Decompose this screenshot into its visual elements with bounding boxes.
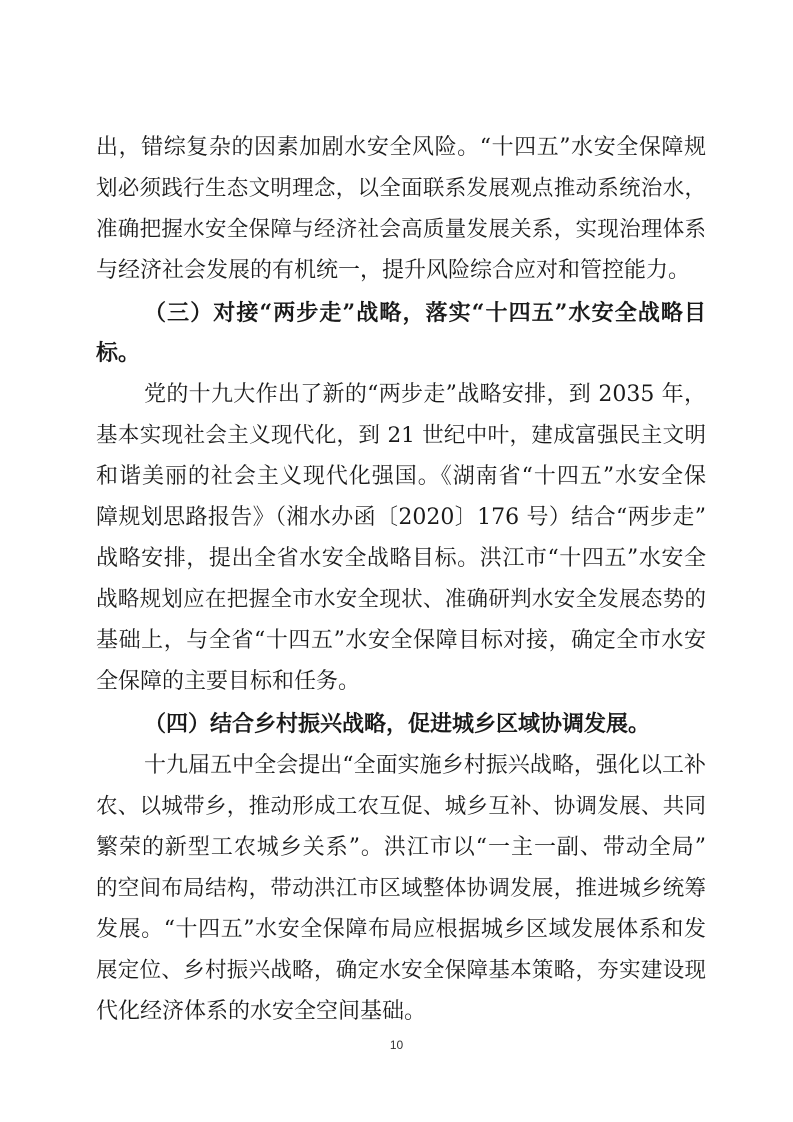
body-text-line: 出，错综复杂的因素加剧水安全风险。“十四五”水安全保障规 [96, 135, 706, 160]
body-text-line: 基本实现社会主义现代化，到 21 世纪中叶，建成富强民主文明 [96, 423, 706, 448]
body-text-line: 战略安排，提出全省水安全战略目标。洪江市“十四五”水安全 [96, 546, 706, 571]
section-heading: 标。 [96, 340, 141, 366]
body-text-line: 与经济社会发展的有机统一，提升风险综合应对和管控能力。 [96, 258, 691, 283]
page-number: 10 [389, 1038, 404, 1052]
section-heading: （三）对接“两步走”战略，落实“十四五”水安全战略目 [144, 300, 706, 326]
body-text-line: 代化经济体系的水安全空间基础。 [96, 999, 427, 1024]
body-text-line: 全保障的主要目标和任务。 [96, 669, 361, 694]
section-heading: （四）结合乡村振兴战略，促进城乡区域协调发展。 [144, 711, 651, 737]
body-text-line: 党的十九大作出了新的“两步走”战略安排，到 2035 年， [144, 382, 706, 407]
body-text-line: 农、以城带乡，推动形成工农互促、城乡互补、协调发展、共同 [96, 794, 706, 819]
body-text-line: 划必须践行生态文明理念，以全面联系发展观点推动系统治水， [96, 176, 706, 201]
body-text-line: 基础上，与全省“十四五”水安全保障目标对接，确定全市水安 [96, 628, 706, 653]
body-text-line: 十九届五中全会提出“全面实施乡村振兴战略，强化以工补 [144, 753, 706, 778]
body-text-line: 展定位、乡村振兴战略，确定水安全保障基本策略，夯实建设现 [96, 958, 706, 983]
body-text-line: 和谐美丽的社会主义现代化强国。《湖南省“十四五”水安全保 [96, 464, 706, 489]
body-text-line: 准确把握水安全保障与经济社会高质量发展关系，实现治理体系 [96, 217, 706, 242]
body-text-line: 繁荣的新型工农城乡关系”。洪江市以“一主一副、带动全局” [96, 835, 706, 860]
body-text-line: 障规划思路报告》（湘水办函〔2020〕176 号）结合“两步走” [96, 505, 706, 530]
body-text-line: 发展。“十四五”水安全保障布局应根据城乡区域发展体系和发 [96, 917, 706, 942]
body-text-line: 战略规划应在把握全市水安全现状、准确研判水安全发展态势的 [96, 587, 706, 612]
body-text-line: 的空间布局结构，带动洪江市区域整体协调发展，推进城乡统筹 [96, 876, 706, 901]
